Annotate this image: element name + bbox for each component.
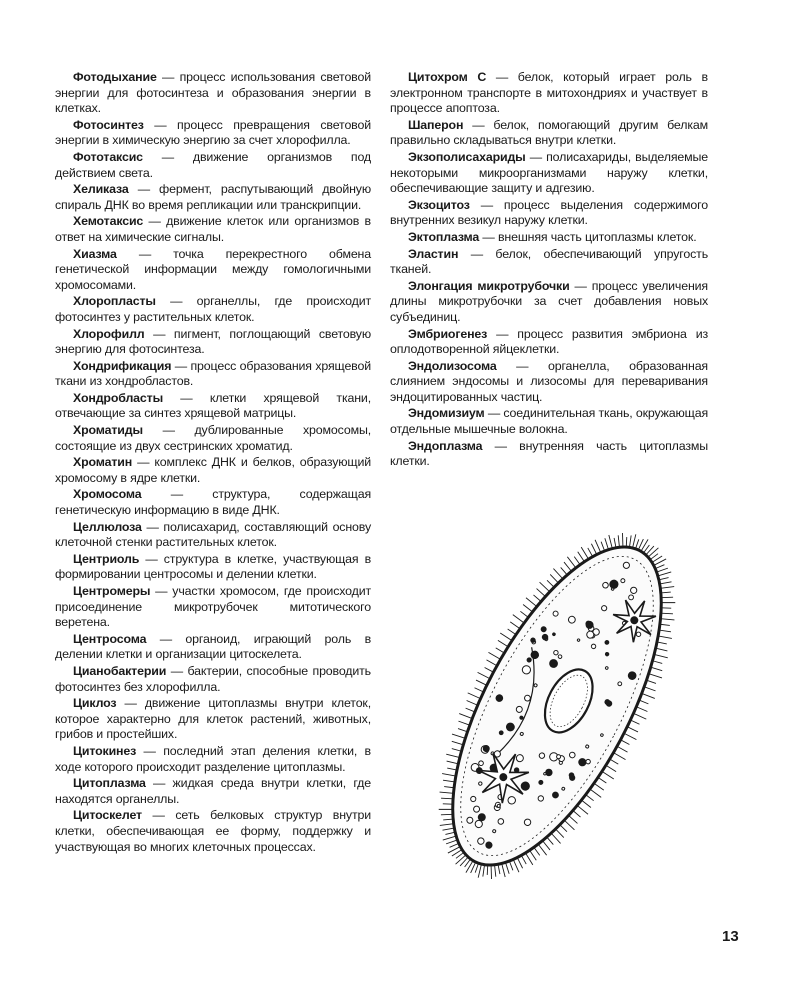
entry-definition: — пигмент, поглощающий световую энергию для фотосинтеза.: [55, 326, 371, 357]
entry-definition: — сеть белковых структур внутри клетки, обеспечивающая ее форму, поддержку и участвующая во многих клеточных процессах.: [55, 808, 371, 854]
entry-definition: — жидкая среда внутри клетки, где находятся органеллы.: [55, 776, 371, 806]
entry-term: Эктоплазма: [408, 229, 480, 244]
entry-term: Цианобактерии: [73, 663, 167, 678]
entry-term: Фотодыхание: [73, 70, 157, 84]
glossary-entry: [55, 664, 371, 695]
entry-definition: — процесс использования световой энергии для фотосинтеза и образования энергии в клетках.: [55, 70, 371, 116]
glossary-entry: [55, 632, 371, 663]
glossary-entry: [55, 423, 371, 454]
entry-definition: — полисахариды, выделяемые некоторыми микроорганизмами наружу клетки, обеспечивающие защиту и адгезию.: [390, 149, 708, 196]
glossary-entry: [390, 327, 708, 358]
glossary-entry: [390, 247, 708, 278]
entry-definition: — белок, который играет роль в электронном транспорте в митохондриях и участвует в процессе апоптоза.: [390, 70, 708, 116]
left-column: [55, 70, 371, 856]
entry-term: Хиазма: [73, 246, 117, 261]
entry-term: Фотосинтез: [73, 117, 144, 132]
entry-term: Центросома: [73, 631, 147, 646]
entry-term: Центромеры: [73, 584, 151, 598]
entry-term: Циклоз: [73, 696, 117, 711]
entry-definition: — движение цитоплазмы внутри клеток, которое характерно для клеток растений, животных, грибов и простейших.: [55, 696, 371, 742]
glossary-entry: [55, 584, 371, 631]
entry-term: Хромосома: [73, 487, 142, 502]
entry-term: Хроматин: [73, 455, 133, 470]
page-number: 13: [722, 928, 739, 945]
entry-term: Цитохром С: [408, 70, 487, 84]
entry-term: Эластин: [408, 246, 459, 261]
glossary-entry: [390, 230, 708, 246]
paramecium-illustration: [418, 512, 696, 900]
glossary-entry: [55, 70, 371, 117]
entry-definition: — процесс выделения содержимого внутренних везикул наружу клетки.: [390, 197, 708, 228]
entry-definition: — комплекс ДНК и белков, образующий хромосому в ядре клетки.: [55, 455, 371, 485]
glossary-entry: [390, 359, 708, 406]
entry-term: Хроматиды: [73, 423, 143, 438]
entry-definition: — движение клеток или организмов в ответ на химические сигналы.: [55, 214, 371, 244]
glossary-entry: [55, 744, 371, 775]
glossary-entry: [390, 150, 708, 197]
glossary-entry: [55, 696, 371, 743]
entry-definition: — внешняя часть цитоплазмы клеток.: [479, 229, 697, 244]
entry-term: Эндолизосома: [408, 358, 497, 373]
glossary-entry: [55, 391, 371, 422]
entry-term: Хондрификация: [73, 358, 172, 373]
entry-definition: — последний этап деления клетки, в ходе которого происходит разделение цитоплазмы.: [55, 743, 371, 774]
glossary-entry: [55, 520, 371, 551]
glossary-entry: [55, 214, 371, 245]
entry-term: Хлорофилл: [73, 326, 145, 341]
glossary-entry: [55, 118, 371, 149]
glossary-entry: [390, 118, 708, 149]
entry-definition: — процесс увеличения длины микротрубочки за счет добавления новых субъединиц.: [390, 278, 708, 324]
entry-definition: — процесс развития эмбриона из оплодотворенной яйцеклетки.: [390, 326, 708, 357]
entry-definition: — бактерии, способные проводить фотосинтез без хлорофилла.: [55, 663, 371, 694]
entry-definition: — белок, помогающий другим белкам правильно складываться внутри клетки.: [390, 117, 708, 148]
entry-term: Целлюлоза: [73, 519, 142, 534]
entry-term: Хемотаксис: [73, 214, 144, 229]
entry-definition: — внутренняя часть цитоплазмы клетки.: [390, 438, 708, 469]
entry-definition: — процесс образования хрящевой ткани из хондробластов.: [55, 358, 371, 389]
entry-definition: — органеллы, где происходит фотосинтез у растительных клеток.: [55, 294, 371, 324]
entry-term: Фототаксис: [73, 149, 143, 164]
glossary-entry: [390, 439, 708, 470]
entry-term: Хеликаза: [73, 182, 129, 197]
glossary-entry: [55, 487, 371, 518]
entry-term: Хондробласты: [73, 390, 164, 405]
entry-term: Цитоскелет: [73, 808, 142, 823]
entry-term: Эмбриогенез: [408, 326, 488, 341]
glossary-entry: [390, 198, 708, 229]
entry-definition: — точка перекрестного обмена генетической информации между гомологичными хромосомами.: [55, 246, 371, 292]
entry-term: Центриоль: [73, 551, 140, 566]
glossary-entry: [55, 552, 371, 583]
entry-definition: — участки хромосом, где происходит присоединение микротрубочек митотического веретена.: [55, 584, 371, 630]
glossary-entry: [390, 406, 708, 437]
glossary-entry: [55, 808, 371, 855]
entry-definition: — белок, обеспечивающий упругость тканей.: [390, 246, 708, 277]
glossary-entry: [55, 294, 371, 325]
glossary-entry: [55, 150, 371, 181]
entry-term: Экзополисахариды: [408, 149, 526, 164]
glossary-entry: [55, 455, 371, 486]
entry-definition: — структура, содержащая генетическую информацию в виде ДНК.: [55, 487, 371, 518]
glossary-entry: [390, 279, 708, 326]
entry-definition: — структура в клетке, участвующая в формировании центросомы и делении клетки.: [55, 551, 371, 582]
glossary-entry: [55, 359, 371, 390]
entry-definition: — органелла, образованная слиянием эндосомы и лизосомы для переваривания эндоцитированных частиц.: [390, 358, 708, 404]
entry-definition: — полисахарид, составляющий основу клеточной стенки растительных клеток.: [55, 519, 371, 550]
entry-definition: — клетки хрящевой ткани, отвечающие за синтез хрящевой матрицы.: [55, 390, 371, 421]
entry-term: Эндоплазма: [408, 438, 483, 453]
entry-term: Хлоропласты: [73, 294, 156, 309]
glossary-entry: [390, 70, 708, 117]
entry-term: Экзоцитоз: [408, 197, 470, 212]
entry-term: Цитокинез: [73, 743, 137, 758]
right-column: [390, 70, 708, 471]
entry-term: Цитоплазма: [73, 776, 146, 791]
entry-definition: — дублированные хромосомы, состоящие из двух сестринских хроматид.: [55, 423, 371, 453]
entry-definition: — процесс превращения световой энергии в химическую энергию за счет хлорофилла.: [55, 117, 371, 148]
entry-term: Элонгация микротрубочки: [408, 278, 570, 293]
entry-term: Шаперон: [408, 117, 464, 132]
glossary-entry: [55, 327, 371, 358]
glossary-entry: [55, 182, 371, 213]
entry-definition: — фермент, распутывающий двойную спираль ДНК во время репликации или транскрипции.: [55, 182, 371, 212]
entry-definition: — движение организмов под действием света.: [55, 149, 371, 180]
glossary-entry: [55, 776, 371, 807]
entry-term: Эндомизиум: [408, 406, 485, 421]
entry-definition: — соединительная ткань, окружающая отдельные мышечные волокна.: [390, 406, 709, 437]
glossary-entry: [55, 247, 371, 294]
entry-definition: — органоид, играющий роль в делении клетки и организации цитоскелета.: [55, 631, 371, 662]
